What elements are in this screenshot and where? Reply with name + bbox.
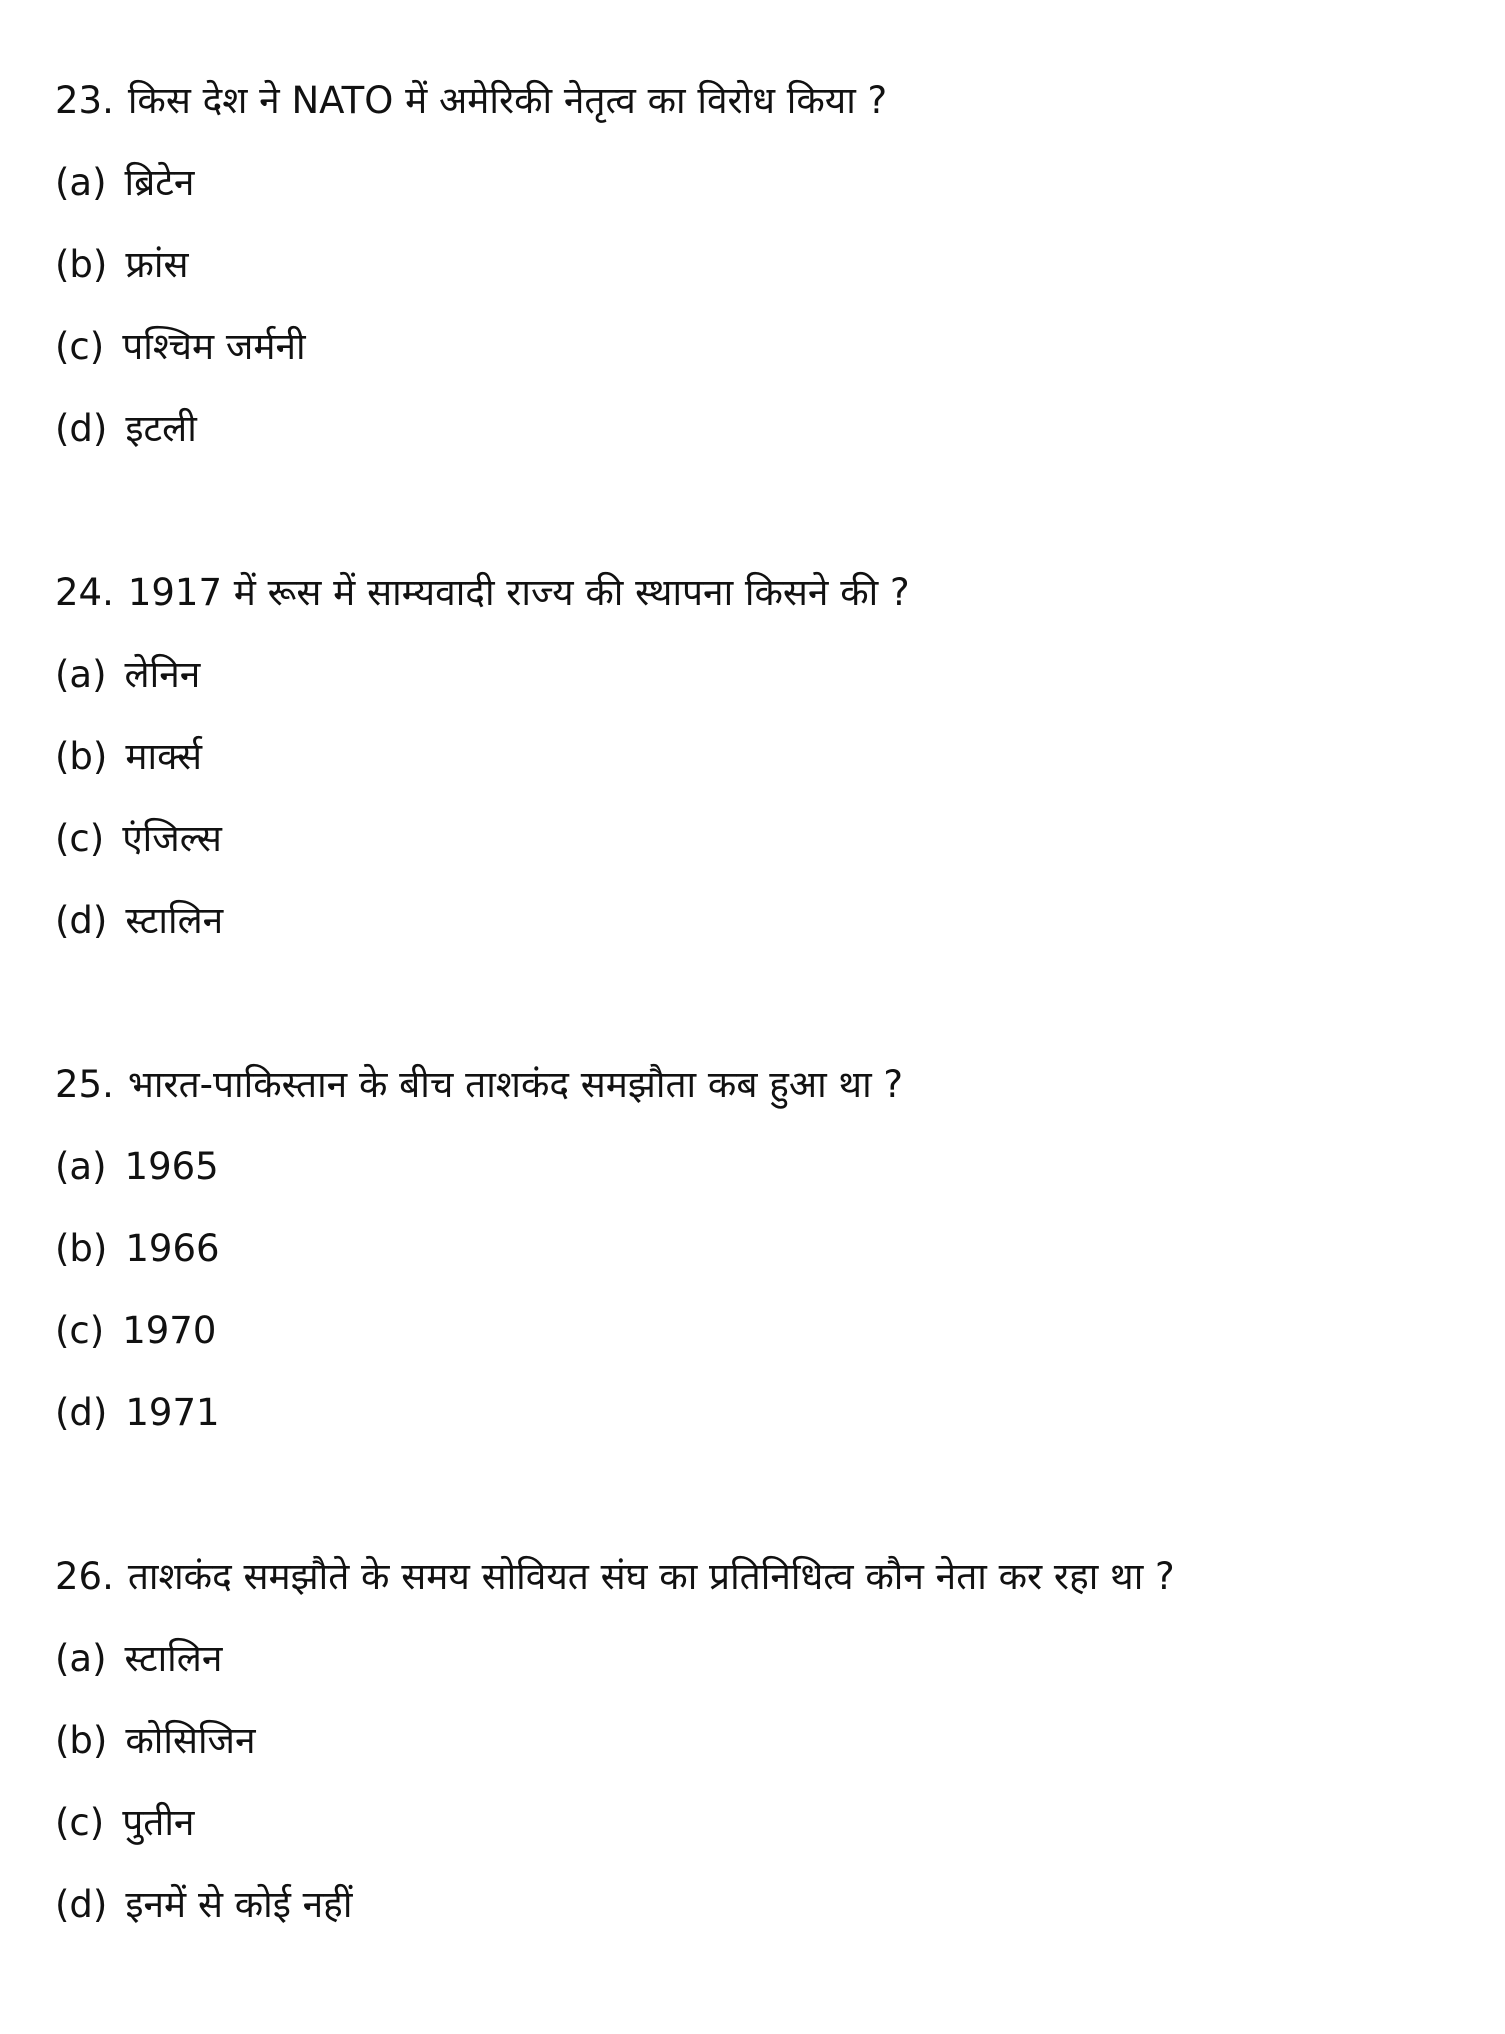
option-text: मार्क्स bbox=[125, 735, 203, 778]
option-text: स्टालिन bbox=[125, 899, 224, 942]
option-item bbox=[55, 634, 1475, 716]
question-text bbox=[55, 552, 1475, 634]
option-label: (a) bbox=[55, 1145, 107, 1188]
option-text: लेनिन bbox=[124, 653, 201, 696]
option-text: 1965 bbox=[124, 1145, 219, 1188]
question-stem: किस देश ने NATO में अमेरिकी नेतृत्व का विरोध किया ? bbox=[127, 79, 888, 122]
option-item bbox=[55, 798, 1475, 880]
option-text: कोसिजिन bbox=[125, 1719, 256, 1762]
option-text: इटली bbox=[125, 407, 197, 450]
question-text bbox=[55, 1044, 1475, 1126]
option-item bbox=[55, 142, 1475, 224]
question-number: 26. bbox=[55, 1555, 114, 1598]
question-number: 23. bbox=[55, 79, 114, 122]
option-item bbox=[55, 1618, 1475, 1700]
question-text bbox=[55, 60, 1475, 142]
option-text: पुतीन bbox=[122, 1801, 195, 1844]
question-block bbox=[55, 1536, 1475, 1946]
option-item bbox=[55, 1864, 1475, 1946]
option-text: स्टालिन bbox=[124, 1637, 223, 1680]
option-text: ब्रिटेन bbox=[124, 161, 195, 204]
question-stem: ताशकंद समझौते के समय सोवियत संघ का प्रतिनिधित्व कौन नेता कर रहा था ? bbox=[127, 1555, 1175, 1598]
question-block bbox=[55, 1044, 1475, 1454]
option-item bbox=[55, 880, 1475, 962]
option-item bbox=[55, 1782, 1475, 1864]
option-text: 1970 bbox=[122, 1309, 217, 1352]
option-text: 1966 bbox=[125, 1227, 220, 1270]
option-label: (c) bbox=[55, 1309, 105, 1352]
option-label: (a) bbox=[55, 653, 107, 696]
question-block bbox=[55, 552, 1475, 962]
option-label: (c) bbox=[55, 1801, 105, 1844]
question-stem: 1917 में रूस में साम्यवादी राज्य की स्थापना किसने की ? bbox=[127, 571, 910, 614]
option-label: (d) bbox=[55, 1391, 108, 1434]
option-label: (a) bbox=[55, 161, 107, 204]
option-item bbox=[55, 1126, 1475, 1208]
option-item bbox=[55, 306, 1475, 388]
option-item bbox=[55, 388, 1475, 470]
question-stem: भारत-पाकिस्तान के बीच ताशकंद समझौता कब हुआ था ? bbox=[127, 1063, 904, 1106]
option-item bbox=[55, 224, 1475, 306]
option-label: (b) bbox=[55, 243, 108, 286]
option-item bbox=[55, 1700, 1475, 1782]
option-text: 1971 bbox=[125, 1391, 220, 1434]
question-text bbox=[55, 1536, 1475, 1618]
option-label: (c) bbox=[55, 325, 105, 368]
option-label: (d) bbox=[55, 1883, 108, 1926]
option-text: फ्रांस bbox=[125, 243, 189, 286]
option-item bbox=[55, 716, 1475, 798]
option-text: पश्चिम जर्मनी bbox=[122, 325, 306, 368]
option-label: (b) bbox=[55, 735, 108, 778]
option-text: एंजिल्स bbox=[122, 817, 222, 860]
question-number: 24. bbox=[55, 571, 114, 614]
option-label: (d) bbox=[55, 899, 108, 942]
option-item bbox=[55, 1208, 1475, 1290]
option-item bbox=[55, 1372, 1475, 1454]
option-label: (d) bbox=[55, 407, 108, 450]
option-label: (c) bbox=[55, 817, 105, 860]
option-item bbox=[55, 1290, 1475, 1372]
question-block bbox=[55, 60, 1475, 470]
question-number: 25. bbox=[55, 1063, 114, 1106]
option-text: इनमें से कोई नहीं bbox=[125, 1883, 353, 1926]
option-label: (b) bbox=[55, 1227, 108, 1270]
option-label: (a) bbox=[55, 1637, 107, 1680]
option-label: (b) bbox=[55, 1719, 108, 1762]
